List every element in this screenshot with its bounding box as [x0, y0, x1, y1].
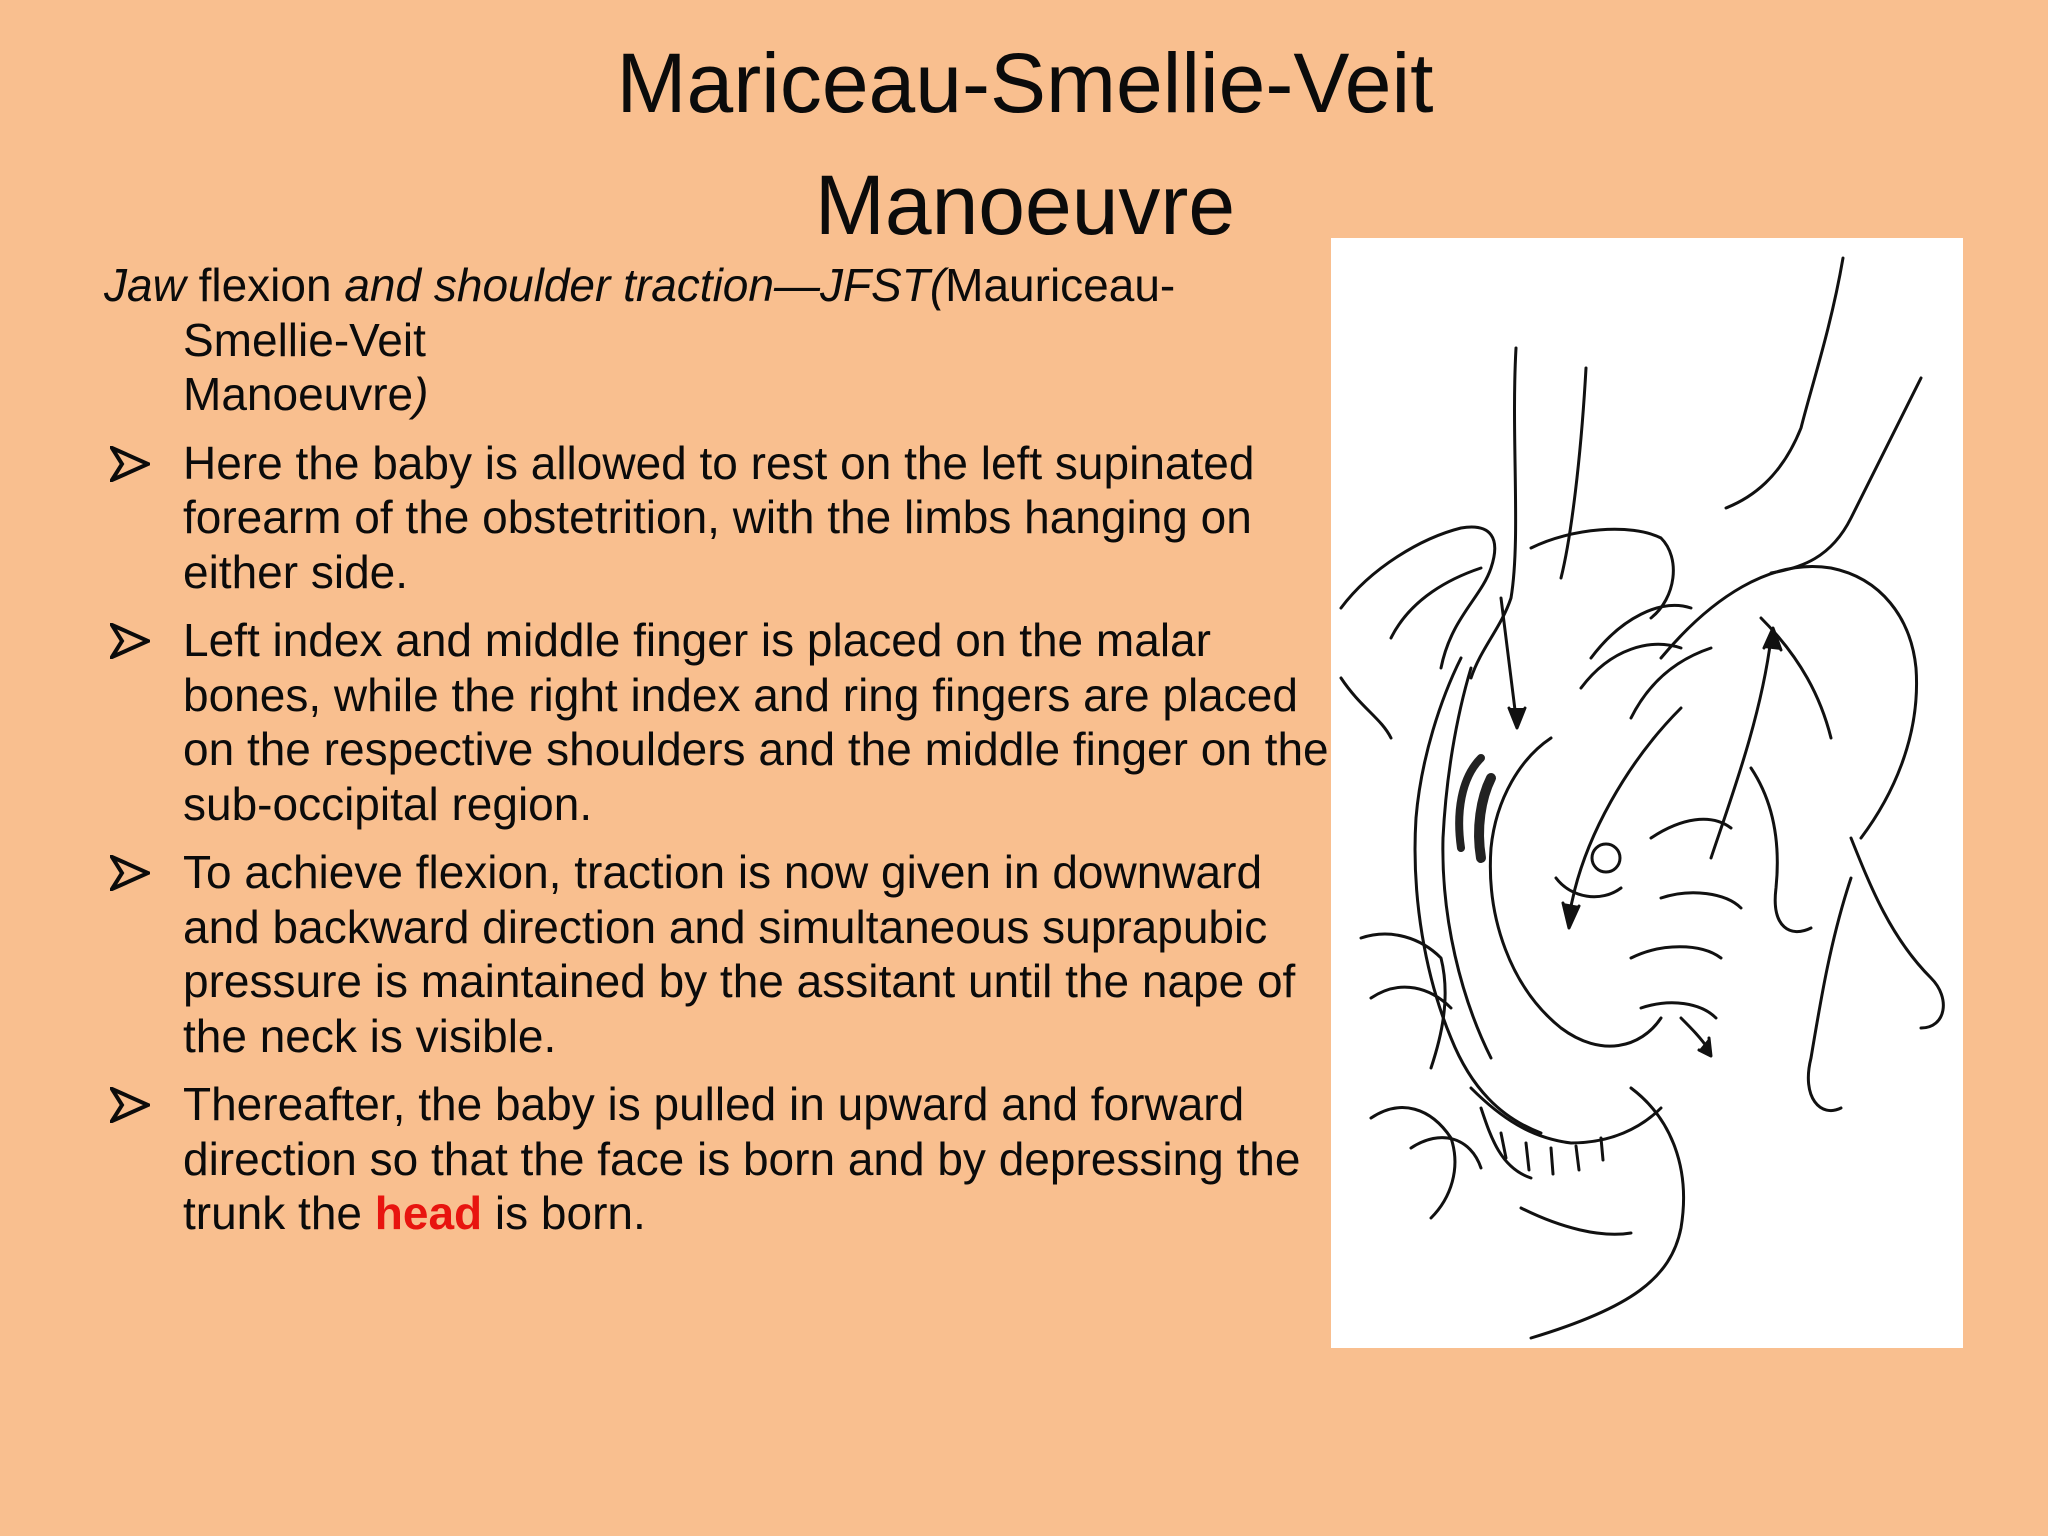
arrowhead-bullet-icon — [110, 623, 150, 659]
bullet-text — [183, 1078, 1300, 1239]
intro-jaw: Jaw — [104, 259, 186, 311]
title-line-1: Mariceau-Smellie-Veit — [616, 36, 1434, 130]
bullet-item — [104, 1077, 1334, 1241]
intro-traction: and shoulder traction—JFST( — [344, 259, 946, 311]
arrowhead-bullet-icon — [110, 1087, 150, 1123]
line-drawing-illustration — [1331, 238, 1963, 1348]
manoeuvre-illustration — [1331, 238, 1963, 1348]
bullet-text-after: is born. — [482, 1187, 646, 1239]
intro-line-1 — [104, 258, 1334, 313]
bullet-item — [104, 436, 1334, 600]
slide-body — [104, 258, 1334, 1255]
slide-title — [300, 22, 1750, 266]
intro-mauriceau: Mauriceau- — [945, 259, 1176, 311]
title-line-2: Manoeuvre — [814, 158, 1236, 252]
intro-line-3 — [104, 367, 1334, 422]
intro-line-2: Smellie-Veit — [183, 313, 426, 366]
intro-paragraph — [104, 258, 1334, 422]
arrowhead-bullet-icon — [110, 446, 150, 482]
bullet-text: Here the baby is allowed to rest on the left supinated forearm of the obstetrition, with the limbs hanging on either side. — [183, 436, 1255, 598]
intro-close-paren: ) — [413, 368, 429, 420]
arrowhead-bullet-icon — [110, 855, 150, 891]
bullet-item — [104, 845, 1334, 1063]
bullet-text: Left index and middle finger is placed on the malar bones, while the right index and ring fingers are placed on the respective shoulders and the middle finger on the sub-occipital region. — [183, 614, 1329, 830]
intro-manoeuvre: Manoeuvre — [183, 368, 414, 420]
bullet-text: To achieve flexion, traction is now given in downward and backward direction and simultaneous suprapubic pressure is maintained by the assitant until the nape of the neck is visible. — [183, 846, 1296, 1062]
highlight-word: head — [374, 1187, 483, 1239]
bullet-item — [104, 613, 1334, 831]
bullet-list — [104, 436, 1334, 1241]
bullet-text-before: Thereafter, the baby is pulled in upward and forward direction so that the face is born and by depressing the trunk the — [183, 1078, 1301, 1239]
intro-flexion: flexion — [185, 259, 345, 311]
